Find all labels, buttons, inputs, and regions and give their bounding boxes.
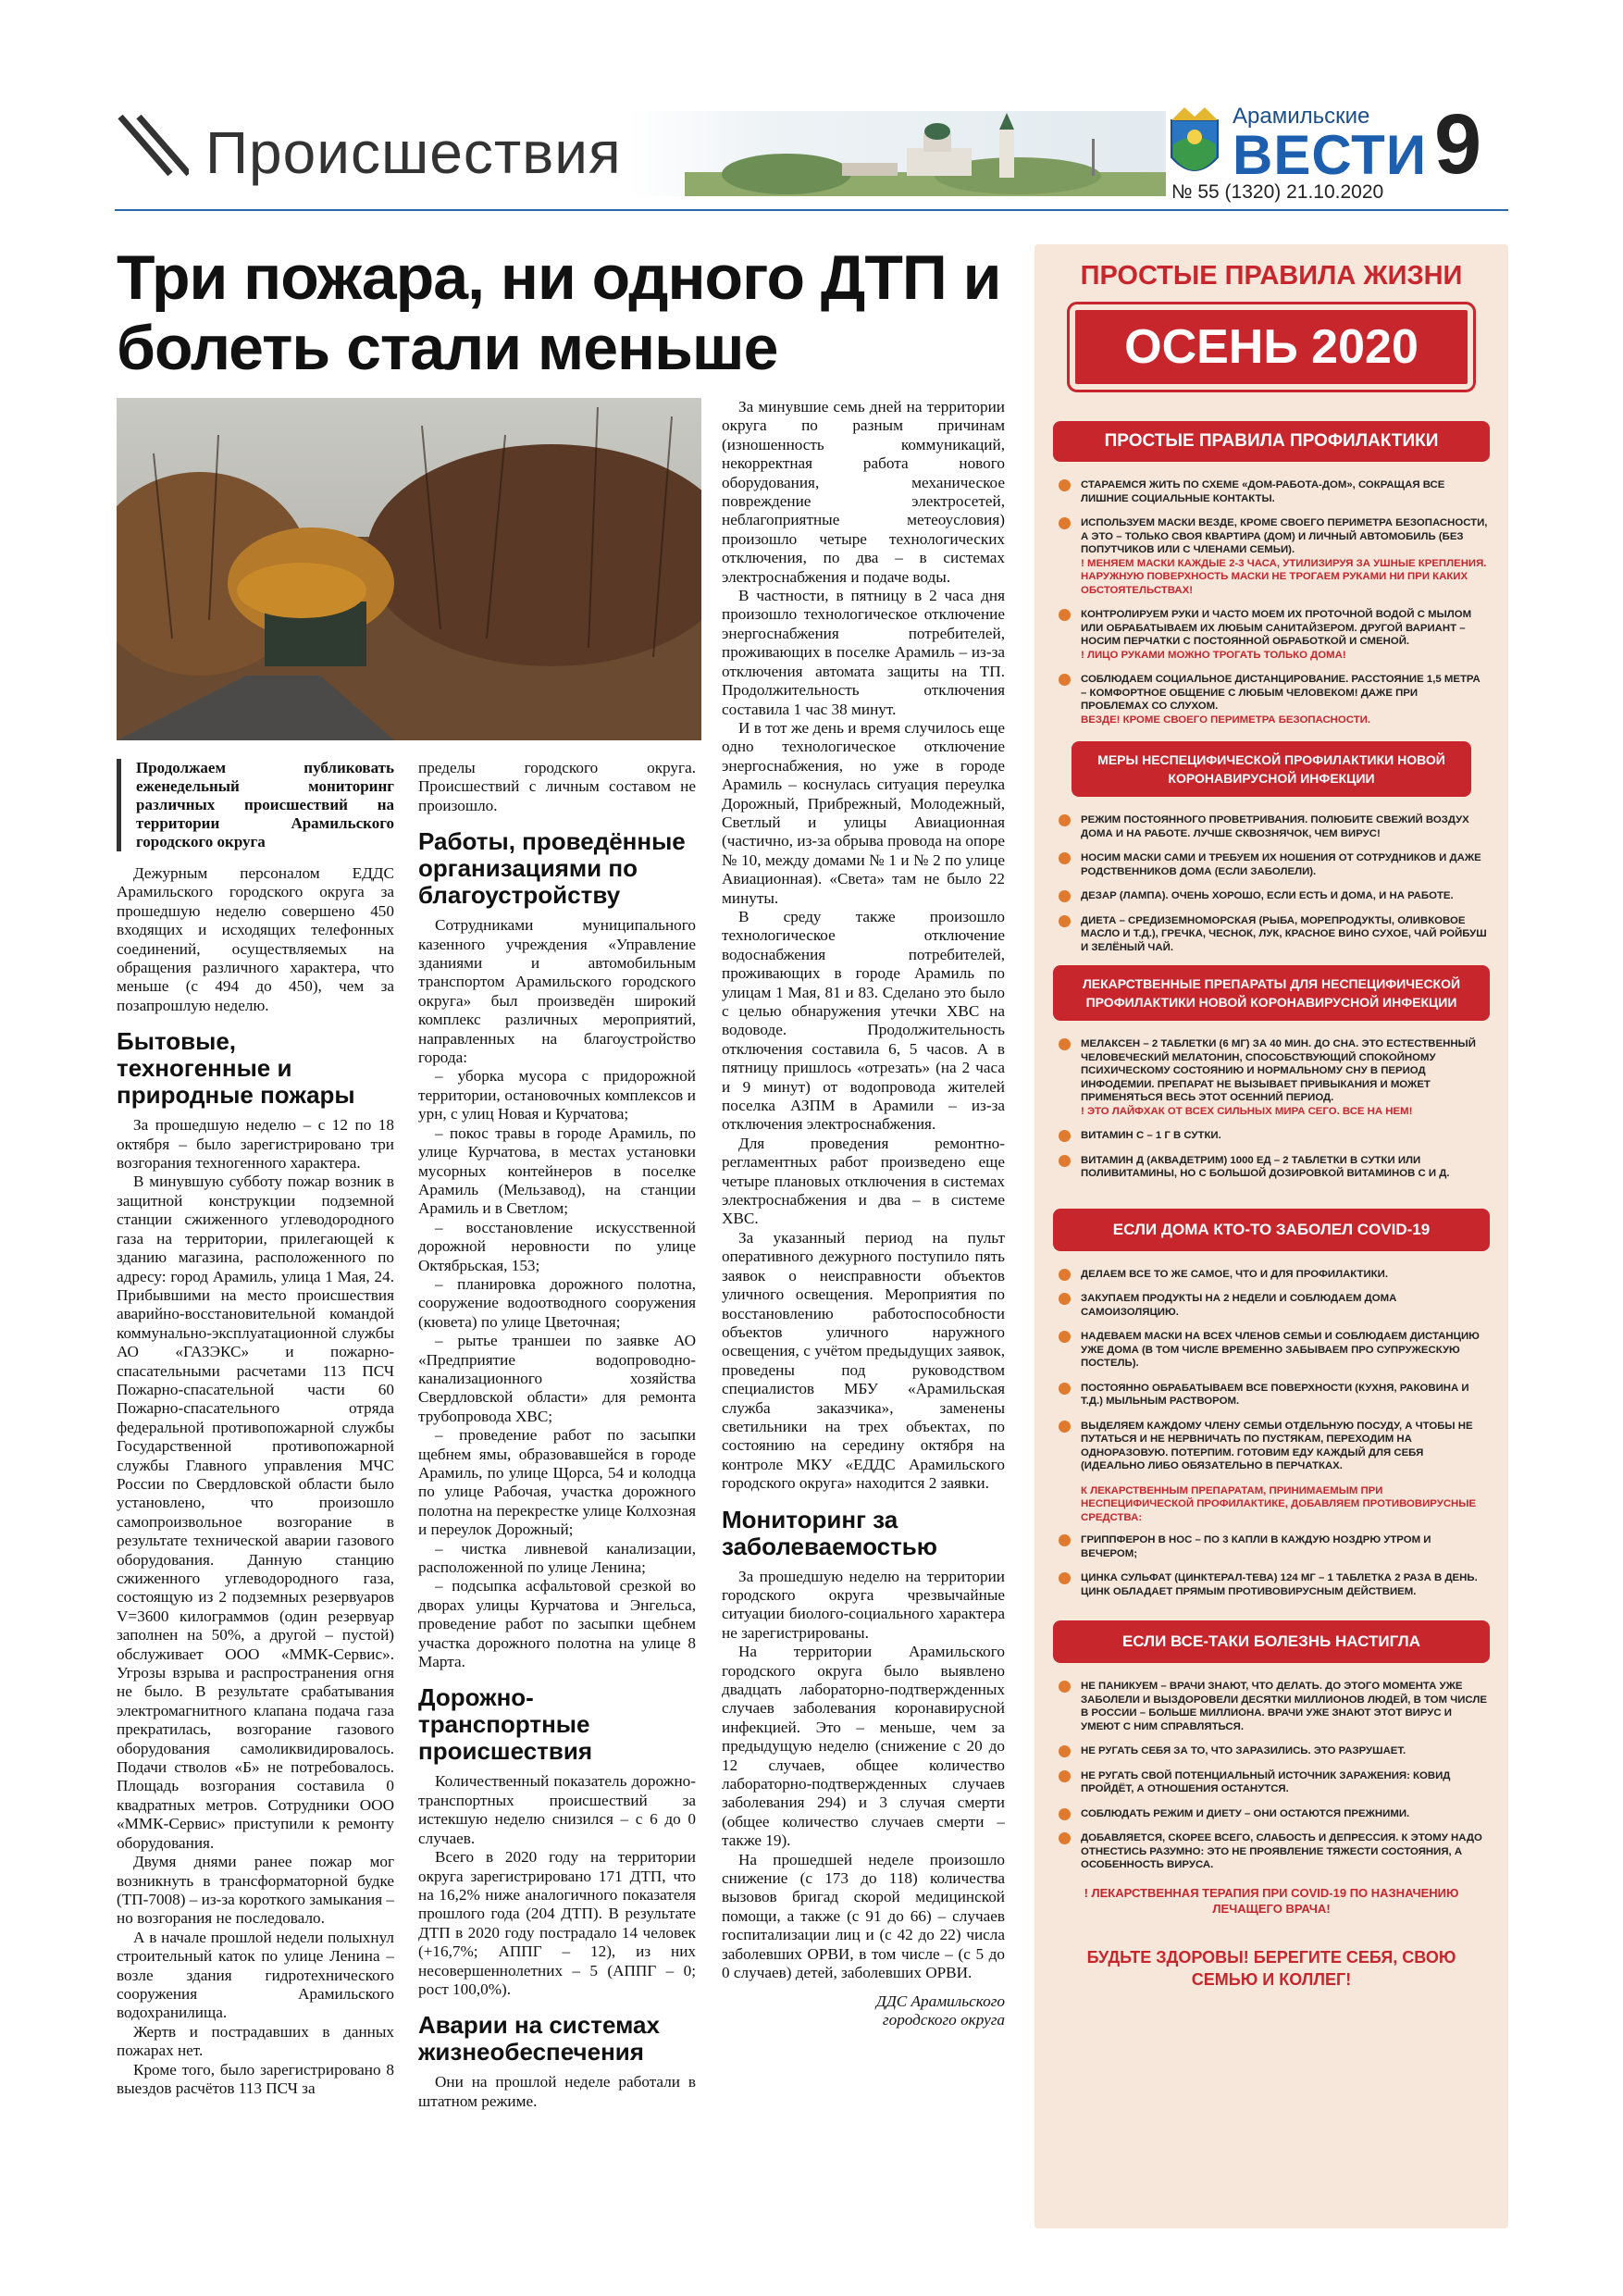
header-rule bbox=[115, 209, 1508, 211]
bullet-icon bbox=[1059, 1770, 1071, 1782]
poster-footer: БУДЬТЕ ЗДОРОВЫ! БЕРЕГИТЕ СЕБЯ, СВОЮ СЕМЬЮ И КОЛЛЕГ! bbox=[1086, 1947, 1456, 1989]
paragraph: – уборка мусора с придорожной территории, остановочных комплексов и урн, с улиц Новая и Курчатова; bbox=[418, 1067, 696, 1123]
poster-item: НЕ РУГАТЬ СВОЙ ПОТЕНЦИАЛЬНЫЙ ИСТОЧНИК ЗАРАЖЕНИЯ: КОВИД ПРОЙДЁТ, А ОТНОШЕНИЯ ОСТАНУТСЯ. bbox=[1055, 1769, 1488, 1796]
paragraph: Количественный показатель дорожно-транспортных происшествий за истекшую неделю снизился – с 6 до 0 случаев. bbox=[418, 1772, 696, 1847]
paragraph: пределы городского округа. Происшествий с личным составом не произошло. bbox=[418, 759, 696, 814]
paragraph: За указанный период на пульт оперативного дежурного поступило пять заявок о неисправности объектов уличного освещения. Мероприятия по восстановлению работоспособности объектов уличного наружного освещения, с учётом предыдущих заявок, проведены под руководством специалистов МБУ «Арамильская служба заказчика», заменены светильники на трех объектах, по состоянию на середину октября на контроле МКУ «ЕДДС Арамильского городского округа» находится 2 заявки. bbox=[722, 1228, 1005, 1493]
paragraph: – покос травы в городе Арамиль, по улице Курчатова, в местах установки мусорных контейнеров в поселке Арамиль (Мельзавод), на станции Арамиль и в Светлом; bbox=[418, 1123, 696, 1218]
paragraph: Дежурным персоналом ЕДДС Арамильского городского округа за прошедшую неделю совершено 450 входящих и исходящих телефонных соединений, осуществляемых на обращения различного характера, что меньше (с 494 до 450), чем за позапрошлую неделю. bbox=[117, 864, 394, 1014]
paragraph: В частности, в пятницу в 2 часа дня произошло технологическое отключение энергоснабжения потребителей, проживающих в поселке Арамиль – из-за отключения автомата защиты на ТП. Продолжительность отключения составила 1 час 38 минут. bbox=[722, 587, 1005, 718]
bullet-icon bbox=[1059, 814, 1071, 826]
paragraph: – проведение работ по засыпки щебнем ямы, образовавшейся в городе Арамиль, по улице Щорса, 54 и колодца по улице Рабочая, участка дорожного полотна на перекрестке улице Колхозная и переулок Дорожный; bbox=[418, 1426, 696, 1539]
town-crest-icon bbox=[1166, 104, 1223, 183]
poster-item: НЕ РУГАТЬ СЕБЯ ЗА ТО, ЧТО ЗАРАЗИЛИСЬ. ЭТО РАЗРУШАЕТ. bbox=[1055, 1744, 1488, 1758]
poster-section-title: ПРОСТЫЕ ПРАВИЛА ПРОФИЛАКТИКИ bbox=[1053, 421, 1490, 462]
paragraph: Сотрудниками муниципального казенного учреждения «Управление зданиями и автомобильным транспортом Арамильского городского округа» был произведён широкий комплекс различных мероприятий, направленных на благоустройство города: bbox=[418, 916, 696, 1067]
paragraph: – подсыпка асфальтовой срезкой во дворах улицы Курчатова и Энгельса, проведение работ по засыпки щебнем участка дорожного полотна на улице 8 Марта. bbox=[418, 1577, 696, 1671]
column-1 bbox=[117, 759, 394, 2098]
bullet-icon bbox=[1059, 1383, 1071, 1395]
section-slashes-icon bbox=[115, 109, 189, 183]
poster-list-nonspecific bbox=[1055, 813, 1488, 954]
poster-note: ! ЛЕКАРСТВЕННАЯ ТЕРАПИЯ ПРИ COVID-19 ПО НАЗНАЧЕНИЮ ЛЕЧАЩЕГО ВРАЧА! bbox=[1084, 1885, 1459, 1916]
poster-item: ВИТАМИН Д (АКВАДЕТРИМ) 1000 ЕД – 2 ТАБЛЕТКИ В СУТКИ ИЛИ ПОЛИВИТАМИНЫ, НО С БОЛЬШОЙ ДОЗИРОВКОЙ ВИТАМИНОВ С И Д. bbox=[1055, 1154, 1488, 1181]
bullet-icon bbox=[1059, 890, 1071, 902]
logo-small-text: Арамильские bbox=[1233, 104, 1370, 129]
poster-season-badge: ОСЕНЬ 2020 bbox=[1070, 304, 1473, 390]
bullet-icon bbox=[1059, 1130, 1071, 1142]
poster-item: ДЕЛАЕМ ВСЕ ТО ЖЕ САМОЕ, ЧТО И ДЛЯ ПРОФИЛАКТИКИ. bbox=[1055, 1268, 1488, 1282]
paragraph: В среду также произошло технологическое отключение водоснабжения потребителей, проживающих в городе Арамиль по улицам 1 Мая, 81 и 83. Сделано это было с целью обнаружения утечки ХВС на водоводе. Продолжительность отключения составила 6, 5 часов. А в пятницу пришлось «отрезать» (на 2 часа и 9 минут) от водопровода жителей поселка АЗПМ в Арамили – из-за отключения электроснабжения. bbox=[722, 907, 1005, 1134]
section-title: Происшествия bbox=[205, 119, 622, 186]
poster-item: ДИЕТА – СРЕДИЗЕМНОМОРСКАЯ (РЫБА, МОРЕПРОДУКТЫ, ОЛИВКОВОЕ МАСЛО И Т.Д.), ГРЕЧКА, ЧЕСНОК, ЛУК, КРАСНОЕ ВИНО СУХОЕ, ЧАЙ РОЙБУШ И ЗЕЛЁНЫЙ ЧАЙ. bbox=[1055, 914, 1488, 955]
subheading: Бытовые, техногенные и природные пожары bbox=[117, 1027, 355, 1110]
bullet-icon bbox=[1059, 517, 1071, 529]
paragraph: За прошедшую неделю на территории городского округа чрезвычайные ситуации биолого-социального характера не зарегистрированы. bbox=[722, 1567, 1005, 1642]
bullet-icon bbox=[1059, 1155, 1071, 1167]
article-lead: Продолжаем публиковать еженедельный мониторинг различных происшествий на территории Арамильского городского округа bbox=[117, 759, 394, 851]
poster-section-title: ЛЕКАРСТВЕННЫЕ ПРЕПАРАТЫ ДЛЯ НЕСПЕЦИФИЧЕСКОЙ ПРОФИЛАКТИКИ НОВОЙ КОРОНАВИРУСНОЙ ИНФЕКЦИИ bbox=[1053, 965, 1490, 1021]
poster-item: ДОБАВЛЯЕТСЯ, СКОРЕЕ ВСЕГО, СЛАБОСТЬ И ДЕПРЕССИЯ. К ЭТОМУ НАДО ОТНЕСТИСЬ РАЗУМНО: ЭТО НЕ ПРОЯВЛЕНИЕ ТЯЖЕСТИ СОСТОЯНИЯ, А ОСОБЕННОСТЬ ВИРУСА. bbox=[1055, 1831, 1488, 1872]
paragraph: – планировка дорожного полотна, сооружение водоотводного сооружения (кювета) по улице Цветочная; bbox=[418, 1274, 696, 1331]
subheading: Дорожно-транспортные происшествия bbox=[418, 1683, 593, 1766]
paragraph: Всего в 2020 году на территории округа зарегистрировано 171 ДТП, что на 16,2% ниже аналогичного показателя прошлого года (204 ДТП). В результате ДТП в 2020 году пострадало 14 человек (+16,7%; АППГ – 12), из них несовершеннолетних – 5 (АППГ – 0; рост 100,0%). bbox=[418, 1848, 696, 1998]
poster-item: ВИТАМИН С – 1 Г В СУТКИ. bbox=[1055, 1129, 1488, 1143]
poster-item: ЦИНКА СУЛЬФАТ (ЦИНКТЕРАЛ-ТЕВА) 124 МГ – 1 ТАБЛЕТКА 2 РАЗА В ДЕНЬ. ЦИНК ОБЛАДАЕТ ПРЯМЫМ ПРОТИВОВИРУСНЫМ ДЕЙСТВИЕМ. bbox=[1055, 1571, 1488, 1598]
poster-item: ЗАКУПАЕМ ПРОДУКТЫ НА 2 НЕДЕЛИ И СОБЛЮДАЕМ ДОМА САМОИЗОЛЯЦИЮ. bbox=[1055, 1292, 1488, 1319]
poster-item: НЕ ПАНИКУЕМ – ВРАЧИ ЗНАЮТ, ЧТО ДЕЛАТЬ. ДО ЭТОГО МОМЕНТА УЖЕ ЗАБОЛЕЛИ И ВЫЗДОРОВЕЛИ ДЕСЯТКИ МИЛЛИОНОВ ЛЮДЕЙ, В ТОМ ЧИСЛЕ В РОССИИ – БОЛЬШЕ МИЛЛИОНА. ВРАЧИ УЖЕ ЗНАЮТ ЭТОТ ВИРУС И УМЕЮТ С НИМ СПРАВЛЯТЬСЯ. bbox=[1055, 1680, 1488, 1733]
subheading: Мониторинг за заболеваемостью bbox=[722, 1505, 937, 1560]
poster-item: НОСИМ МАСКИ САМИ И ТРЕБУЕМ ИХ НОШЕНИЯ ОТ СОТРУДНИКОВ И ДАЖЕ РОДСТВЕННИКОВ ДОМА (ЕСЛИ ЗАБОЛЕЛИ). bbox=[1055, 851, 1488, 878]
poster-item: КОНТРОЛИРУЕМ РУКИ И ЧАСТО МОЕМ ИХ ПРОТОЧНОЙ ВОДОЙ С МЫЛОМ ИЛИ ОБРАБАТЫВАЕМ ИХ ЛЮБЫМ САНИТАЙЗЕРОМ. ДРУГОЙ ВАРИАНТ – НОСИМ ПЕРЧАТКИ С ПОСТОЯННОЙ ОБРАБОТКОЙ И СМЕНОЙ. ! ЛИЦО РУКАМИ МОЖНО ТРОГАТЬ ТОЛЬКО ДОМА! bbox=[1055, 608, 1488, 662]
poster-item: ПОСТОЯННО ОБРАБАТЫВАЕМ ВСЕ ПОВЕРХНОСТИ (КУХНЯ, РАКОВИНА И Т.Д.) МЫЛЬНЫМ РАСТВОРОМ. bbox=[1055, 1382, 1488, 1409]
poster-item: МЕЛАКСЕН – 2 ТАБЛЕТКИ (6 МГ) ЗА 40 МИН. ДО СНА. ЭТО ЕСТЕСТВЕННЫЙ ЧЕЛОВЕЧЕСКИЙ МЕЛАТОНИН, СПОСОБСТВУЮЩИЙ СПОКОЙНОМУ ПСИХИЧЕСКОМУ СОСТОЯНИЮ И НОРМАЛЬНОМУ СНУ В ПЕРИОД ИНФОДЕМИИ. ПРЕПАРАТ НЕ ВЫЗЫВАЕТ ПРИВЫКАНИЯ И МОЖЕТ ПРИМЕНЯТЬСЯ ВЕСЬ ЭТОТ ОСЕННИЙ ПЕРИОД. ! ЭТО ЛАЙФХАК ОТ ВСЕХ СИЛЬНЫХ МИРА СЕГО. ВСЕ НА НЕМ! bbox=[1055, 1037, 1488, 1118]
paragraph: И в тот же день и время случилось еще одно технологическое отключение энергоснабжения, но уже в городе Арамиль – коснулась ситуация переулка Дорожный, Прибрежный, Молодежный, Светлый и улицы Авиационная (частично, из-за обрыва провода на опоре № 10, между домами № 1 и № 2 по улице Авиационная). «Света» там не было 22 минуты. bbox=[722, 718, 1005, 907]
paragraph: – рытье траншеи по заявке АО «Предприятие водопроводно-канализационного хозяйства Свердловской области» для ремонта трубопровода ХВС; bbox=[418, 1332, 696, 1425]
poster-item: ГРИППФЕРОН В НОС – ПО 3 КАПЛИ В КАЖДУЮ НОЗДРЮ УТРОМ И ВЕЧЕРОМ; bbox=[1055, 1533, 1488, 1560]
paragraph: Они на прошлой неделе работали в штатном режиме. bbox=[418, 2073, 696, 2110]
poster-item: СОБЛЮДАЕМ СОЦИАЛЬНОЕ ДИСТАНЦИРОВАНИЕ. РАССТОЯНИЕ 1,5 МЕТРА – КОМФОРТНОЕ ОБЩЕНИЕ С ЛЮБЫМ ЧЕЛОВЕКОМ! ДАЖЕ ПРИ ПРОБЛЕМАХ СО СЛУХОМ. ВЕЗДЕ! КРОМЕ СВОЕГО ПЕРИМЕТРА БЕЗОПАСНОСТИ. bbox=[1055, 673, 1488, 726]
column-3 bbox=[722, 398, 1005, 2029]
paragraph: На территории Арамильского городского округа было выявлено двадцать лабораторно-подтвержденных случаев заболевания коронавирусной инфекцией. Это – меньше, чем за предыдущую неделю (снижение с 20 до 12 случаев, общее количество лабораторно-подтвержденных случаев заболевания 294) и 3 случая смерти (общее количество случаев смерти – также 19). bbox=[722, 1643, 1005, 1850]
bullet-icon bbox=[1059, 1421, 1071, 1433]
poster-item: СТАРАЕМСЯ ЖИТЬ ПО СХЕМЕ «ДОМ-РАБОТА-ДОМ», СОКРАЩАЯ ВСЕ ЛИШНИЕ СОЦИАЛЬНЫЕ КОНТАКТЫ. bbox=[1055, 478, 1488, 505]
article-signature: ДДС Арамильского городского округа bbox=[875, 1992, 1005, 2029]
subheading: Работы, проведённые организациями по благоустройству bbox=[418, 827, 686, 910]
bullet-icon bbox=[1059, 1572, 1071, 1584]
article-headline: Три пожара, ни одного ДТП и болеть стали меньше bbox=[117, 242, 1001, 383]
paragraph: Для проведения ремонтно-регламентных работ произведено еще четыре плановых отключения в системах электроснабжения и два – в системе ХВС. bbox=[722, 1134, 1005, 1228]
paragraph: За прошедшую неделю – с 12 по 18 октября – было зарегистрировано три возгорания техногенного характера. bbox=[117, 1116, 394, 1173]
paragraph: Жертв и пострадавших в данных пожарах нет. bbox=[117, 2022, 394, 2060]
poster-list-sick-at-home bbox=[1055, 1268, 1488, 1473]
poster-item: ДЕЗАР (ЛАМПА). ОЧЕНЬ ХОРОШО, ЕСЛИ ЕСТЬ И ДОМА, И НА РАБОТЕ. bbox=[1055, 889, 1488, 903]
poster-item: РЕЖИМ ПОСТОЯННОГО ПРОВЕТРИВАНИЯ. ПОЛЮБИТЕ СВЕЖИЙ ВОЗДУХ ДОМА И НА РАБОТЕ. ЛУЧШЕ СКВОЗНЯЧОК, ЧЕМ ВИРУС! bbox=[1055, 813, 1488, 840]
issue-number: № 55 (1320) 21.10.2020 bbox=[1171, 181, 1384, 203]
poster-section-title: МЕРЫ НЕСПЕЦИФИЧЕСКОЙ ПРОФИЛАКТИКИ НОВОЙ КОРОНАВИРУСНОЙ ИНФЕКЦИИ bbox=[1072, 741, 1471, 797]
header-town-image bbox=[629, 111, 1166, 196]
paragraph: – чистка ливневой канализации, расположенной по улице Ленина; bbox=[418, 1539, 696, 1577]
bullet-icon bbox=[1059, 1038, 1071, 1050]
logo-big-text: ВЕСТИ bbox=[1233, 124, 1427, 186]
article-photo bbox=[117, 398, 701, 740]
paragraph: В минувшую субботу пожар возник в защитной конструкции подземной станции сжиженного углеводородного газа на территории, прилегающей к зданию магазина, расположенного по адресу: город Арамиль, улица 1 Мая, 24. Прибывшими на место происшествия аварийно-восстановительной командой коммунально-эксплуатационной службы АО «ГАЗЭКС» и пожарно-спасательными расчетами 113 ПСЧ Пожарно-спасательной части 60 Пожарно-спасательного отряда федеральной противопожарной службы Государственной противопожарной службы Главного управления МЧС России по Свердловской области было установлено, что произошло самопроизвольное возгорание в результате технической аварии газового оборудования. Данную станцию сжиженного углеводородного газа, состоящую из 2 подземных резервуаров V=3600 килограммов (один резервуар заполнен на 50%, а другой – пустой) обслуживает ООО «ММК-Сервис». Угрозы взрыва и распространения огня не было. В результате срабатывания электромагнитного клапана подача газа прекратилась, возгорание газового оборудования самоликвидировалось. Подачи стволов «Б» не потребовалось. Площадь возгорания составила 0 квадратных метров. Сотрудники ООО «ММК-Сервис» приступили к ремонту оборудования. bbox=[117, 1173, 394, 1852]
poster-section-title: ЕСЛИ ДОМА КТО-ТО ЗАБОЛЕЛ COVID-19 bbox=[1053, 1209, 1490, 1251]
bullet-icon bbox=[1059, 1269, 1071, 1281]
poster-list-prevention bbox=[1055, 478, 1488, 726]
bullet-icon bbox=[1059, 674, 1071, 686]
subheading: Аварии на системах жизнеобеспечения bbox=[418, 2011, 660, 2066]
paragraph: Кроме того, было зарегистрировано 8 выездов расчётов 113 ПСЧ за bbox=[117, 2060, 394, 2097]
bullet-icon bbox=[1059, 915, 1071, 927]
page-number: 9 bbox=[1434, 97, 1482, 192]
bullet-icon bbox=[1059, 1808, 1071, 1820]
covid-poster bbox=[1035, 244, 1508, 2228]
poster-note: К ЛЕКАРСТВЕННЫМ ПРЕПАРАТАМ, ПРИНИМАЕМЫМ ПРИ НЕСПЕЦИФИЧЕСКОЙ ПРОФИЛАКТИКЕ, ДОБАВЛЯЕМ ПРОТИВОВИРУСНЫЕ СРЕДСТВА: bbox=[1081, 1484, 1477, 1523]
poster-list-antivirals bbox=[1055, 1533, 1488, 1598]
paragraph: Двумя днями ранее пожар мог возникнуть в трансформаторной будке (ТП-7008) – из-за короткого замыкания – но возгорания не последовало. bbox=[117, 1853, 394, 1928]
poster-item: ВЫДЕЛЯЕМ КАЖДОМУ ЧЛЕНУ СЕМЬИ ОТДЕЛЬНУЮ ПОСУДУ, А ЧТОБЫ НЕ ПУТАТЬСЯ И НЕ НЕРВНИЧАТЬ ПО ПУСТЯКАМ, ПЕРЕХОДИМ НА ОДНОРАЗОВУЮ. ПОТЕРПИМ. ГОТОВИМ ЕДУ КАЖДЫЙ ДЛЯ СЕБЯ (ИДЕАЛЬНО ЛИБО ОБЯЗАТЕЛЬНО В ПЕРЧАТКАХ. bbox=[1055, 1420, 1488, 1473]
column-2 bbox=[418, 759, 696, 2111]
newspaper-logo bbox=[1166, 104, 1427, 186]
bullet-icon bbox=[1059, 1832, 1071, 1844]
bullet-icon bbox=[1059, 1534, 1071, 1546]
bullet-icon bbox=[1059, 1745, 1071, 1757]
poster-top-title: ПРОСТЫЕ ПРАВИЛА ЖИЗНИ bbox=[1080, 261, 1463, 291]
poster-item: ИСПОЛЬЗУЕМ МАСКИ ВЕЗДЕ, КРОМЕ СВОЕГО ПЕРИМЕТРА БЕЗОПАСНОСТИ, А ЭТО – ТОЛЬКО СВОЯ КВАРТИРА (ДОМ) И ЛИЧНЫЙ АВТОМОБИЛЬ (БЕЗ ПОПУТЧИКОВ ИЛИ С ЧЛЕНАМИ СЕМЬИ). ! МЕНЯЕМ МАСКИ КАЖДЫЕ 2-3 ЧАСА, УТИЛИЗИРУЯ ЗА УШНЫЕ КРЕПЛЕНИЯ. НАРУЖНУЮ ПОВЕРХНОСТЬ МАСКИ НЕ ТРОГАЕМ РУКАМИ НИ ПРИ КАКИХ ОБСТОЯТЕЛЬСТВАХ! bbox=[1055, 516, 1488, 597]
bullet-icon bbox=[1059, 852, 1071, 864]
bullet-icon bbox=[1059, 1331, 1071, 1343]
poster-list-drugs bbox=[1055, 1037, 1488, 1181]
paragraph: На прошедшей неделе произошло снижение (с 173 до 118) количества вызовов бригад скорой медицинской помощи, а также (с 91 до 66) – случаев госпитализации лиц и (с 42 до 22) числа заболевших ОРВИ, в том числе – (с 5 до 0 случаев) детей, заболевших ОРВИ. bbox=[722, 1850, 1005, 1982]
bullet-icon bbox=[1059, 1681, 1071, 1693]
paragraph: – восстановление искусственной дорожной неровности по улице Октябрьская, 153; bbox=[418, 1218, 696, 1274]
paragraph: А в начале прошлой недели полыхнул строительный каток по улице Ленина – возле здания гидротехнического сооружения Арамильского водохранилища. bbox=[117, 1928, 394, 2022]
bullet-icon bbox=[1059, 479, 1071, 491]
poster-item: СОБЛЮДАТЬ РЕЖИМ И ДИЕТУ – ОНИ ОСТАЮТСЯ ПРЕЖНИМИ. bbox=[1055, 1807, 1488, 1821]
poster-item: НАДЕВАЕМ МАСКИ НА ВСЕХ ЧЛЕНОВ СЕМЬИ И СОБЛЮДАЕМ ДИСТАНЦИЮ УЖЕ ДОМА (В ТОМ ЧИСЛЕ ВРЕМЕННО ЗАБЫВАЕМ ПРО СУПРУЖЕСКУЮ ПОСТЕЛЬ). bbox=[1055, 1330, 1488, 1371]
bullet-icon bbox=[1059, 1293, 1071, 1305]
bullet-icon bbox=[1059, 609, 1071, 621]
poster-list-if-sick bbox=[1055, 1680, 1488, 1872]
paragraph: За минувшие семь дней на территории округа по разным причинам (изношенность коммуникаций, некорректная работа нового оборудования, механическое повреждение электросетей, неблагоприятные метеоусловия) произошло четыре технологических отключения, по два – в системах электроснабжения и подаче воды. bbox=[722, 398, 1005, 586]
poster-section-title: ЕСЛИ ВСЕ-ТАКИ БОЛЕЗНЬ НАСТИГЛА bbox=[1053, 1620, 1490, 1663]
